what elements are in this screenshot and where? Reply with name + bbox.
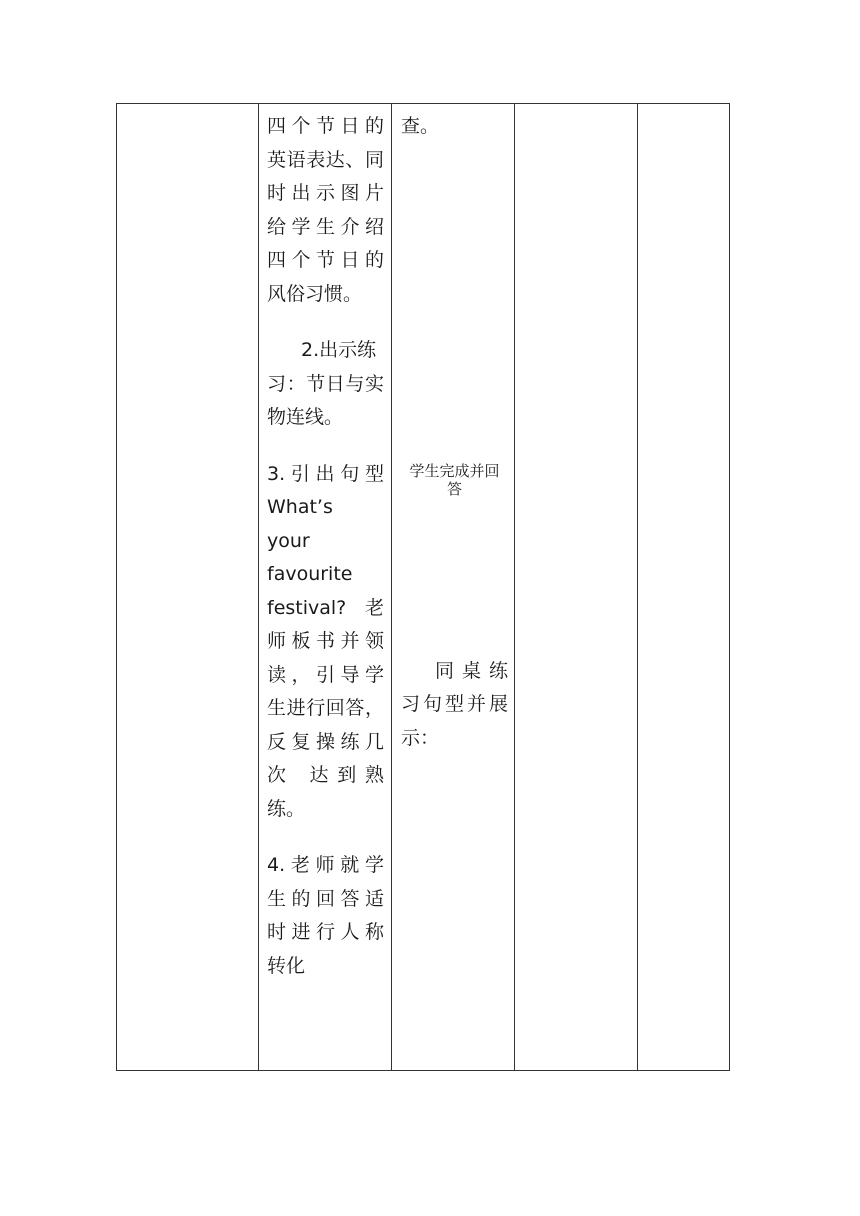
text-line: 同桌练 xyxy=(435,659,508,682)
teacher-activity-cell xyxy=(259,104,392,1071)
text-line: 示： xyxy=(401,726,440,749)
student-text-1: 查。 xyxy=(401,115,440,137)
text-line: 给学生介绍 xyxy=(267,215,384,238)
text-line: 读，引导学 xyxy=(267,663,384,686)
lesson-plan-table xyxy=(116,103,730,1071)
student-text-3 xyxy=(401,655,508,756)
teacher-paragraph-3 xyxy=(267,458,384,827)
text-line: 答 xyxy=(446,479,462,498)
text-line: 转化 xyxy=(267,954,306,977)
text-line: festival?老 xyxy=(267,596,384,619)
text-line: 习：节日与实 xyxy=(267,372,384,395)
text-line: 学生完成并回 xyxy=(409,461,500,480)
empty-cell-step xyxy=(117,104,259,1071)
text-line: 时进行人称 xyxy=(267,921,384,943)
teacher-paragraph-4 xyxy=(267,849,384,983)
text-line: What’s xyxy=(267,496,333,518)
text-line: 4.老师就学 xyxy=(267,854,384,876)
text-line: 四个节日的 xyxy=(267,115,384,137)
text-line: 反复操练几 xyxy=(267,730,384,753)
text-line: 英语表达、同 xyxy=(267,148,384,171)
text-line: 3.引出句型 xyxy=(267,462,384,485)
teacher-paragraph-1 xyxy=(267,110,384,311)
text-line: 师板书并领 xyxy=(267,630,384,652)
text-line: 风俗习惯。 xyxy=(267,282,363,305)
teacher-paragraph-2 xyxy=(267,334,384,435)
text-line: 生的回答适 xyxy=(267,887,384,910)
text-line: 2.出示练 xyxy=(301,339,377,361)
table-row xyxy=(117,104,730,1071)
text-line: 习句型并展 xyxy=(401,693,508,715)
text-line: 时出示图片 xyxy=(267,182,384,204)
text-line: 次 达到熟 xyxy=(267,764,384,786)
text-line: 练。 xyxy=(267,797,306,820)
text-line: 物连线。 xyxy=(267,406,344,428)
text-line: 四个节日的 xyxy=(267,249,384,271)
text-line: favourite xyxy=(267,563,353,585)
text-line: 生进行回答， xyxy=(267,697,384,719)
student-text-2 xyxy=(401,462,508,498)
student-activity-cell xyxy=(392,104,515,1071)
empty-cell-purpose xyxy=(515,104,638,1071)
empty-cell-notes xyxy=(638,104,730,1071)
text-line: your xyxy=(267,529,310,552)
